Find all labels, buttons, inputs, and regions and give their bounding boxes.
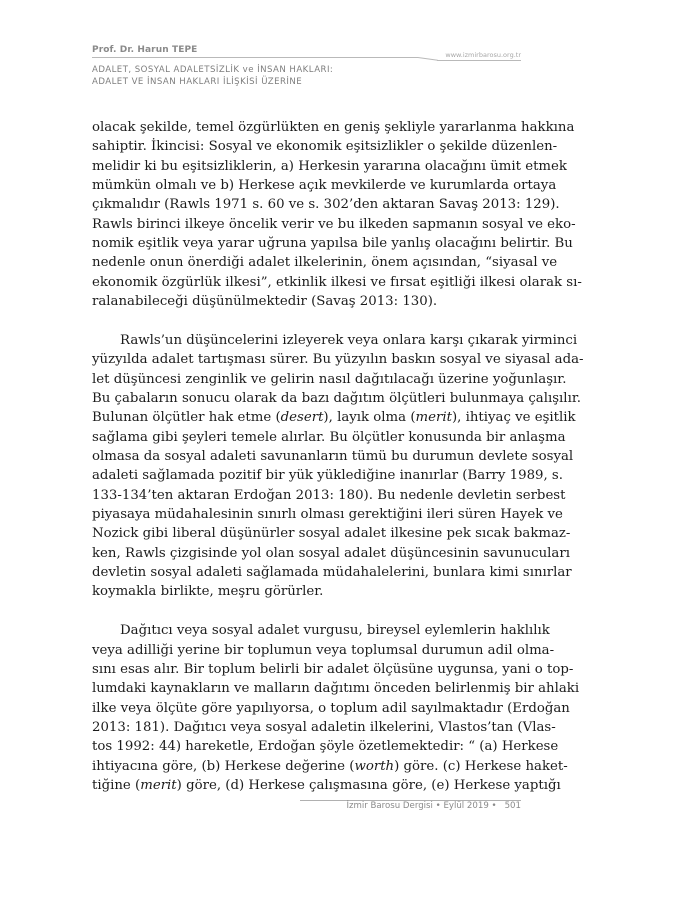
paragraph-gap <box>92 602 521 622</box>
footer <box>300 801 521 811</box>
text-line: çıkmalıdır (Rawls 1971 s. 60 ve s. 302’den aktaran Savaş 2013: 129). <box>92 197 560 213</box>
header-url: www.izmirbarosu.org.tr <box>445 51 521 59</box>
header-rule-right <box>437 60 521 61</box>
text-line: yüzyılda adalet tartışması sürer. Bu yüzyılın baskın sosyal ve siyasal ada- <box>92 352 584 368</box>
text-line: 2013: 181). Dağıtıcı veya sosyal adaletin ilkelerini, Vlastos’tan (Vlas- <box>92 719 556 735</box>
text-line: devletin sosyal adaleti sağlamada müdahalelerini, bunlara kimi sınırlar <box>92 565 572 581</box>
text-line: lumdaki kaynakların ve malların dağıtımı önceden belirlenmiş bir ahlaki <box>92 681 580 697</box>
text-line: koymakla birlikte, meşru görürler. <box>92 584 324 600</box>
text-line: veya adilliği yerine bir toplumun veya toplumsal durumun adil olma- <box>92 642 555 658</box>
text-line: nomik eşitlik veya yarar uğruna yapılsa bile yanlış olacağını belirtir. Bu <box>92 236 573 252</box>
footer-journal: İzmir Barosu Dergisi • Eylül 2019 • <box>346 801 497 811</box>
header-title-line-2: ADALET VE İNSAN HAKLARI İLİŞKİSİ ÜZERİNE <box>92 77 303 87</box>
body-text <box>92 118 584 795</box>
paragraph-gap <box>92 311 521 331</box>
paragraph <box>92 331 584 602</box>
text-line: ekonomik özgürlük ilkesi”, etkinlik ilkesi ve fırsat eşitliği ilkesi olarak sı- <box>92 274 582 290</box>
text-line: ilke veya ölçüte göre yapılıyorsa, o toplum adil sayılmaktadır (Erdoğan <box>92 700 570 716</box>
text-line: Dağıtıcı veya sosyal adalet vurgusu, bireysel eylemlerin haklılık <box>120 623 550 639</box>
text-line: piyasaya müdahalesinin sınırlı olması gerektiğini ileri süren Hayek ve <box>92 507 563 523</box>
paragraph <box>92 621 580 795</box>
header-title-line-1: ADALET, SOSYAL ADALETSİZLİK ve İNSAN HAKLARI: <box>92 65 334 75</box>
text-line: Rawls birinci ilkeye öncelik verir ve bu ilkeden sapmanın sosyal ve eko- <box>92 216 576 232</box>
text-line: Bulunan ölçütler hak etme (desert), layık olma (merit), ihtiyaç ve eşitlik <box>92 410 576 426</box>
text-line: nedenle onun önerdiği adalet ilkelerinin, önem açısından, “siyasal ve <box>92 255 558 271</box>
text-line: ken, Rawls çizgisinde yol olan sosyal adalet düşüncesinin savunucuları <box>92 545 570 561</box>
text-line: sağlama gibi şeyleri temele alırlar. Bu ölçütler konusunda bir anlaşma <box>92 429 566 445</box>
text-line: Rawls’un düşüncelerini izleyerek veya onlara karşı çıkarak yirminci <box>120 332 578 348</box>
text-line: ihtiyacına göre, (b) Herkese değerine (worth) göre. (c) Herkese haket- <box>92 758 568 774</box>
text-line: sını esas alır. Bir toplum belirli bir adalet ölçüsüne uygunsa, yani o top- <box>92 661 574 677</box>
text-line: adaleti sağlamada pozitif bir yük yüklediğine inanırlar (Barry 1989, s. <box>92 468 563 484</box>
text-line: melidir ki bu eşitsizliklerin, a) Herkesin yararına olacağını ümit etmek <box>92 158 567 174</box>
text-line: olacak şekilde, temel özgürlükten en geniş şekliyle yararlanma hakkına <box>92 120 575 135</box>
text-line: sahiptir. İkincisi: Sosyal ve ekonomik eşitsizlikler o şekilde düzenlen- <box>92 139 558 155</box>
text-line: ralanabileceği düşünülmektedir (Savaş 2013: 130). <box>92 294 438 310</box>
text-line: tos 1992: 44) hareketle, Erdoğan şöyle özetlemektedir: “ (a) Herkese <box>92 739 559 755</box>
text-line: tiğine (merit) göre, (d) Herkese çalışmasına göre, (e) Herkese yaptığı <box>92 778 561 793</box>
page-number: 501 <box>504 801 521 811</box>
text-line: mümkün olmalı ve b) Herkese açık mevkilerde ve kurumlarda ortaya <box>92 178 557 194</box>
text-line: Nozick gibi liberal düşünürler sosyal adalet ilkesine pek sıcak bakmaz- <box>92 526 571 542</box>
header-rule <box>92 57 418 58</box>
text-line: Bu çabaların sonucu olarak da bazı dağıtım ölçütleri bulunmaya çalışılır. <box>92 390 581 406</box>
text-line: olmasa da sosyal adaleti savunanların tümü bu durumun devlete sosyal <box>92 449 574 464</box>
text-line: let düşüncesi zenginlik ve gelirin nasıl dağıtılacağı üzerine yoğunlaşır. <box>92 371 567 387</box>
paragraph <box>92 118 582 311</box>
header-author: Prof. Dr. Harun TEPE <box>92 45 198 55</box>
text-line: 133-134’ten aktaran Erdoğan 2013: 180). Bu nedenle devletin serbest <box>92 487 566 503</box>
